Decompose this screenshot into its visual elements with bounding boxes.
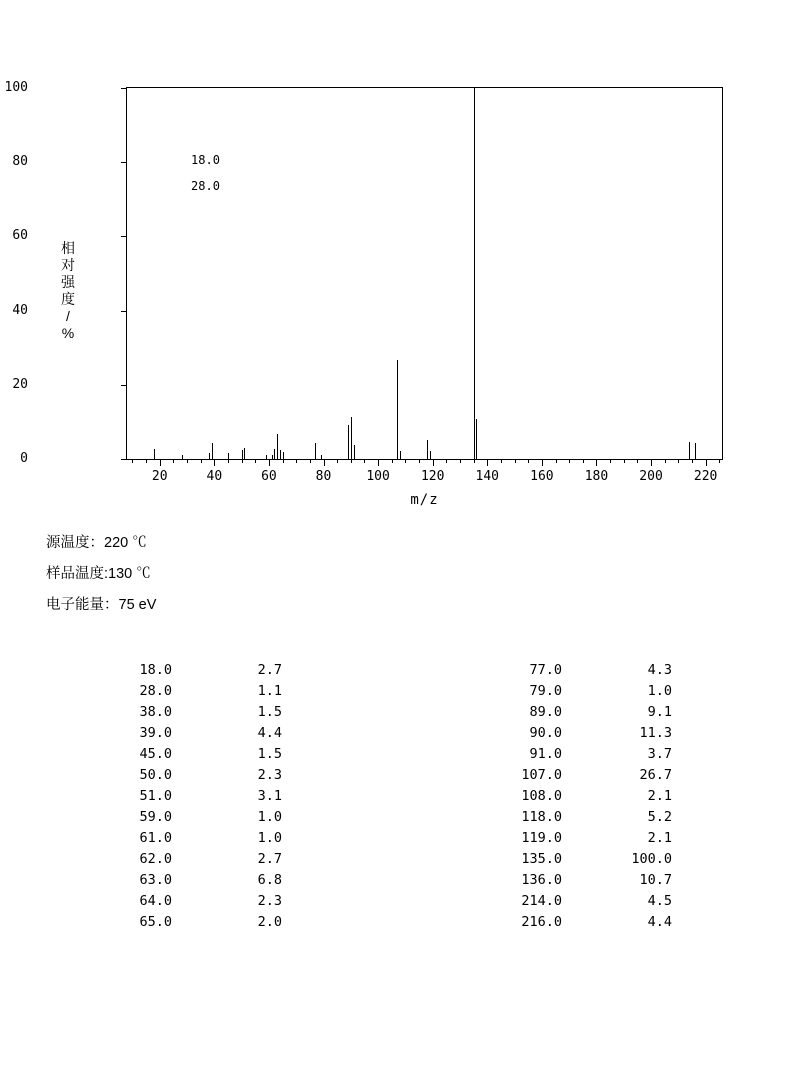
spectrum-peak xyxy=(154,449,155,459)
table-row xyxy=(110,891,310,912)
spectrum-peak xyxy=(430,451,431,459)
conditions-block xyxy=(46,528,466,621)
table-row xyxy=(500,807,700,828)
table-cell-mz: 108.0 xyxy=(521,788,562,804)
x-axis-tick-label: 140 xyxy=(475,469,500,484)
table-cell-intensity: 3.7 xyxy=(647,746,672,762)
table-cell-intensity: 4.5 xyxy=(647,893,672,909)
y-axis-label-char: / xyxy=(66,308,70,324)
x-axis-tick-minor xyxy=(692,459,693,463)
table-cell-intensity: 2.7 xyxy=(257,851,282,867)
table-cell-mz: 39.0 xyxy=(139,725,172,741)
y-axis-label-char: 度 xyxy=(61,291,75,307)
table-cell-mz: 64.0 xyxy=(139,893,172,909)
spectrum-peak xyxy=(695,443,696,459)
table-cell-mz: 63.0 xyxy=(139,872,172,888)
y-axis-tick xyxy=(121,311,127,312)
x-axis-tick-minor xyxy=(460,459,461,463)
table-cell-intensity: 4.4 xyxy=(257,725,282,741)
table-cell-intensity: 1.0 xyxy=(257,809,282,825)
table-cell-intensity: 1.1 xyxy=(257,683,282,699)
table-cell-mz: 62.0 xyxy=(139,851,172,867)
y-axis-tick xyxy=(121,459,127,460)
x-axis-tick-minor xyxy=(187,459,188,463)
table-row xyxy=(110,660,310,681)
spectrum-peak xyxy=(283,452,284,459)
x-axis-tick-minor xyxy=(501,459,502,463)
table-cell-mz: 214.0 xyxy=(521,893,562,909)
spectrum-peak xyxy=(182,455,183,459)
table-cell-mz: 59.0 xyxy=(139,809,172,825)
peak-table-column-left xyxy=(110,660,310,933)
y-axis-tick-label: 20 xyxy=(12,376,28,392)
table-cell-intensity: 1.0 xyxy=(257,830,282,846)
table-row xyxy=(500,870,700,891)
x-axis-tick-label: 120 xyxy=(420,469,445,484)
table-cell-intensity: 100.0 xyxy=(631,851,672,867)
x-axis-tick-minor xyxy=(474,459,475,463)
table-row xyxy=(500,702,700,723)
table-row xyxy=(500,828,700,849)
x-axis-tick-major xyxy=(487,459,488,466)
x-axis-tick-label: 180 xyxy=(584,469,609,484)
x-axis-tick-label: 20 xyxy=(151,469,168,484)
peak-table-column-right xyxy=(500,660,700,933)
plot-area xyxy=(4,80,723,484)
x-axis-tick-minor xyxy=(132,459,133,463)
table-row xyxy=(110,849,310,870)
x-axis-tick-minor xyxy=(515,459,516,463)
table-row xyxy=(500,723,700,744)
table-cell-mz: 28.0 xyxy=(139,683,172,699)
x-axis-tick-major xyxy=(706,459,707,466)
x-axis-tick-label: 100 xyxy=(366,469,390,484)
peak-annotation: 18.0 xyxy=(191,153,220,168)
table-cell-intensity: 11.3 xyxy=(639,725,672,741)
x-axis-tick-minor xyxy=(337,459,338,463)
table-row xyxy=(110,744,310,765)
spectrum-peak xyxy=(689,442,690,459)
table-cell-intensity: 26.7 xyxy=(639,767,672,783)
x-axis-tick-minor xyxy=(610,459,611,463)
x-axis-tick-label: 40 xyxy=(206,469,223,484)
y-axis-tick xyxy=(121,385,127,386)
table-cell-intensity: 6.8 xyxy=(257,872,282,888)
table-cell-intensity: 2.1 xyxy=(647,788,672,804)
spectrum-peak xyxy=(212,443,213,459)
spectrum-peak xyxy=(280,450,281,459)
table-row xyxy=(500,765,700,786)
table-cell-mz: 77.0 xyxy=(529,662,562,678)
x-axis-tick-minor xyxy=(242,459,243,463)
mass-spectrum-chart xyxy=(4,60,754,530)
spectrum-peak xyxy=(474,88,475,459)
peak-table xyxy=(0,660,794,960)
x-axis-tick-major xyxy=(542,459,543,466)
table-cell-intensity: 10.7 xyxy=(639,872,672,888)
x-axis-tick-minor xyxy=(569,459,570,463)
table-cell-mz: 91.0 xyxy=(529,746,562,762)
spectrum-peak xyxy=(242,450,243,459)
x-axis-tick-major xyxy=(596,459,597,466)
table-row xyxy=(110,681,310,702)
table-cell-mz: 119.0 xyxy=(521,830,562,846)
spectrum-peak xyxy=(321,455,322,459)
table-row xyxy=(500,744,700,765)
table-row xyxy=(500,891,700,912)
spectrum-peak xyxy=(427,440,428,459)
x-axis-tick-major xyxy=(378,459,379,466)
table-cell-mz: 45.0 xyxy=(139,746,172,762)
spectrum-peak xyxy=(351,417,352,459)
table-cell-mz: 136.0 xyxy=(521,872,562,888)
spectrum-peak xyxy=(400,451,401,459)
x-axis-tick-minor xyxy=(283,459,284,463)
y-axis-label-char: % xyxy=(61,325,75,341)
spectrum-peak xyxy=(244,448,245,460)
x-axis-tick-major xyxy=(214,459,215,466)
table-cell-intensity: 4.3 xyxy=(647,662,672,678)
x-axis-tick-minor xyxy=(146,459,147,463)
table-cell-intensity: 1.5 xyxy=(257,746,282,762)
table-cell-mz: 79.0 xyxy=(529,683,562,699)
x-axis-tick-label: 200 xyxy=(639,469,663,484)
x-axis-tick-major xyxy=(433,459,434,466)
y-axis-tick xyxy=(121,88,127,89)
table-row xyxy=(110,807,310,828)
table-row xyxy=(110,702,310,723)
table-row xyxy=(500,912,700,933)
x-axis-tick-minor xyxy=(678,459,679,463)
spectrum-peak xyxy=(277,434,278,459)
x-axis-tick-minor xyxy=(637,459,638,463)
x-axis-tick-label: 60 xyxy=(261,469,277,484)
table-row xyxy=(500,786,700,807)
x-axis-label: m/z xyxy=(410,492,439,508)
y-axis-label xyxy=(58,240,78,342)
y-axis-tick-label: 100 xyxy=(4,80,28,95)
table-row xyxy=(500,681,700,702)
x-axis-tick-minor xyxy=(173,459,174,463)
x-axis-tick-minor xyxy=(665,459,666,463)
table-row xyxy=(500,849,700,870)
x-axis-tick-minor xyxy=(310,459,311,463)
table-row xyxy=(110,723,310,744)
x-axis-tick-minor xyxy=(255,459,256,463)
x-axis-tick-minor xyxy=(556,459,557,463)
table-cell-intensity: 1.0 xyxy=(647,683,672,699)
table-cell-mz: 18.0 xyxy=(139,662,172,678)
table-cell-intensity: 2.0 xyxy=(257,914,282,930)
table-row xyxy=(110,870,310,891)
spectrum-peak xyxy=(354,445,355,459)
x-axis-tick-major xyxy=(269,459,270,466)
x-axis-tick-label: 220 xyxy=(693,469,718,484)
spectrum-peak xyxy=(315,443,316,459)
table-row xyxy=(110,912,310,933)
y-axis-tick-label: 0 xyxy=(20,451,28,466)
table-cell-mz: 89.0 xyxy=(529,704,562,720)
x-axis-tick-minor xyxy=(296,459,297,463)
spectrum-peak xyxy=(209,453,210,459)
spectrum-peak xyxy=(476,419,477,459)
table-cell-intensity: 2.3 xyxy=(257,767,282,783)
x-axis-tick-major xyxy=(324,459,325,466)
spectrum-peak xyxy=(266,455,267,459)
x-axis-tick-minor xyxy=(583,459,584,463)
y-axis-tick-label: 60 xyxy=(12,228,28,244)
spectrum-peak xyxy=(272,455,273,459)
condition-sample-temperature: 样品温度:130 ℃ xyxy=(46,566,151,582)
x-axis-tick-minor xyxy=(719,459,720,463)
table-cell-intensity: 2.3 xyxy=(257,893,282,909)
x-axis-tick-minor xyxy=(351,459,352,463)
y-axis-tick-label: 80 xyxy=(12,154,28,170)
x-axis-tick-minor xyxy=(624,459,625,463)
spectrum-peak xyxy=(274,449,275,459)
x-axis-tick-major xyxy=(160,459,161,466)
y-axis-tick-label: 40 xyxy=(12,302,28,318)
table-cell-intensity: 2.7 xyxy=(257,662,282,678)
x-axis-tick-minor xyxy=(419,459,420,463)
table-cell-mz: 107.0 xyxy=(521,767,562,783)
table-cell-intensity: 9.1 xyxy=(647,704,672,720)
peak-annotation: 28.0 xyxy=(191,179,220,194)
table-cell-intensity: 2.1 xyxy=(647,830,672,846)
y-axis-tick xyxy=(121,236,127,237)
table-cell-intensity: 4.4 xyxy=(647,914,672,930)
table-row xyxy=(110,828,310,849)
condition-source-temperature: 源温度：220 ℃ xyxy=(46,535,147,551)
x-axis-tick-major xyxy=(651,459,652,466)
y-axis-label-char: 强 xyxy=(61,274,75,290)
table-cell-mz: 216.0 xyxy=(521,914,562,930)
spectrum-peak xyxy=(397,360,398,459)
x-axis-tick-minor xyxy=(201,459,202,463)
table-cell-intensity: 5.2 xyxy=(647,809,672,825)
table-cell-mz: 90.0 xyxy=(529,725,562,741)
table-row xyxy=(110,786,310,807)
condition-electron-energy: 电子能量：75 eV xyxy=(46,597,157,613)
table-cell-mz: 118.0 xyxy=(521,809,562,825)
x-axis-tick-label: 160 xyxy=(530,469,554,484)
x-axis-tick-minor xyxy=(405,459,406,463)
x-axis-tick-minor xyxy=(364,459,365,463)
x-axis-tick-minor xyxy=(392,459,393,463)
x-axis-tick-label: 80 xyxy=(315,469,332,484)
x-axis-tick-minor xyxy=(528,459,529,463)
table-cell-mz: 61.0 xyxy=(139,830,172,846)
y-axis-label-char: 对 xyxy=(61,257,75,273)
y-axis-tick xyxy=(121,162,127,163)
y-axis-label-char: 相 xyxy=(61,240,75,256)
table-cell-mz: 51.0 xyxy=(139,788,172,804)
table-cell-intensity: 3.1 xyxy=(257,788,282,804)
table-row xyxy=(110,765,310,786)
plot-inner xyxy=(4,80,722,484)
table-row xyxy=(500,660,700,681)
x-axis-tick-minor xyxy=(446,459,447,463)
table-cell-mz: 50.0 xyxy=(139,767,172,783)
spectrum-peak xyxy=(348,425,349,459)
x-axis-tick-minor xyxy=(228,459,229,463)
table-cell-mz: 135.0 xyxy=(521,851,562,867)
table-cell-mz: 38.0 xyxy=(139,704,172,720)
table-cell-intensity: 1.5 xyxy=(257,704,282,720)
table-cell-mz: 65.0 xyxy=(139,914,172,930)
